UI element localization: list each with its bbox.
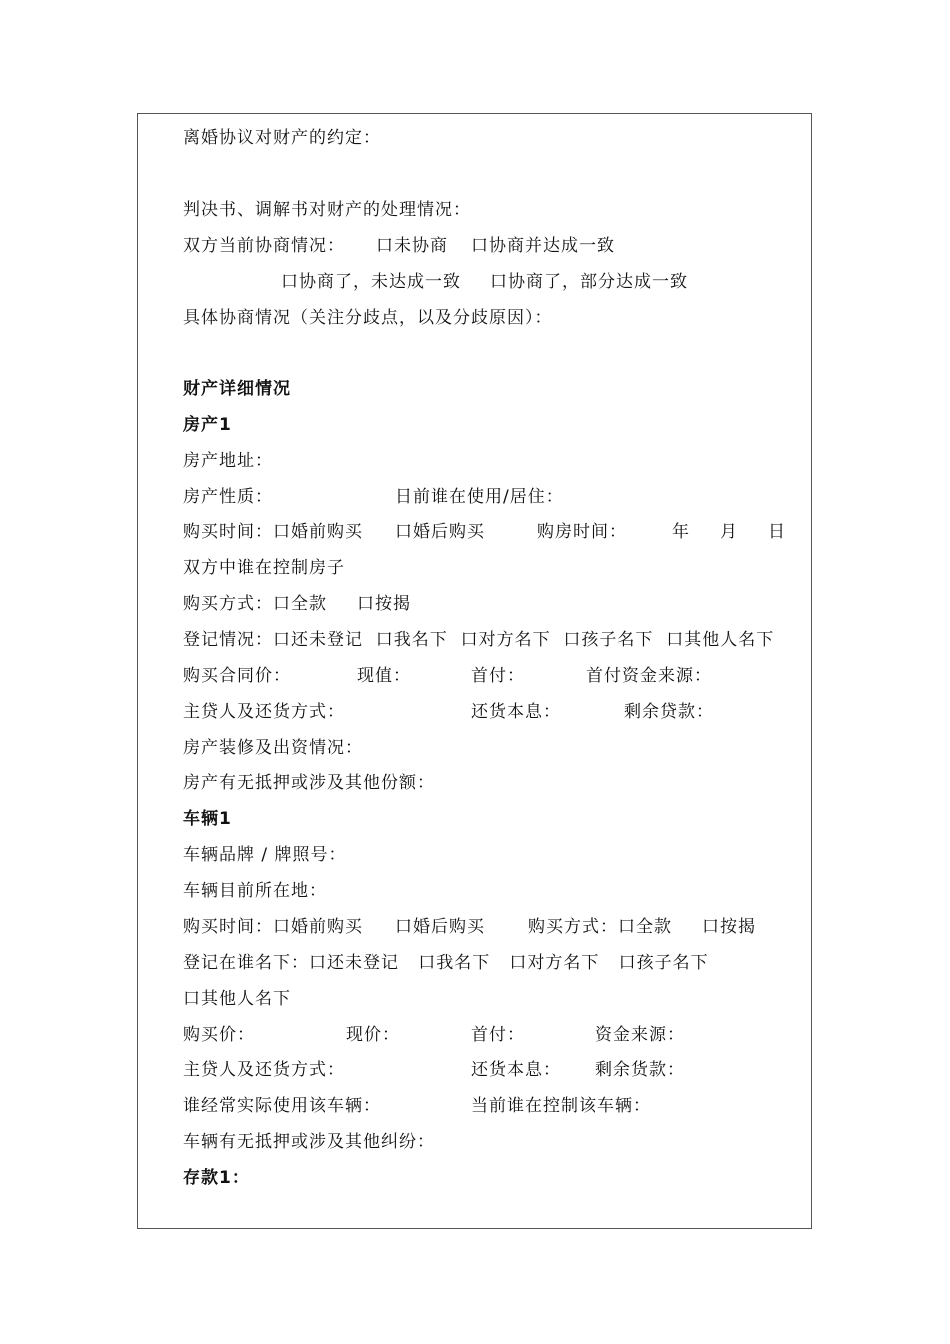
house-borrower-label: 主贷人及还货方式： (183, 702, 345, 722)
house-registration[interactable]: 登记情况：口还未登记 口我名下 口对方名下 口孩子名下 口其他人名下 (183, 630, 775, 650)
house-current-value-label: 现值： (357, 666, 411, 686)
house-down-source-label: 首付资金来源： (586, 666, 712, 686)
vehicle-location-label: 车辆目前所在地： (183, 881, 327, 901)
vehicle-fund-source-label: 资金来源： (595, 1025, 685, 1045)
checkbox-agreed[interactable]: 口协商并达成一致 (471, 236, 615, 256)
vehicle-title: 车辆1 (183, 809, 232, 829)
checkbox-not-negotiated[interactable]: 口未协商 (376, 236, 448, 256)
house-renovation-label: 房产装修及出资情况： (183, 738, 363, 758)
vehicle-controller-label: 当前谁在控制该车辆： (471, 1096, 651, 1116)
house-remaining-label: 剩余贷款： (624, 702, 714, 722)
house-address-label: 房产地址： (183, 451, 273, 471)
vehicle-after-marriage[interactable]: 口婚后购买 (395, 917, 485, 937)
vehicle-payment-full[interactable]: 购买方式：口全款 (528, 917, 672, 937)
house-contract-price-label: 购买合同价： (183, 666, 291, 686)
house-month: 月 (720, 522, 738, 542)
house-payment-mortgage[interactable]: 口按揭 (357, 594, 411, 614)
vehicle-registration-other[interactable]: 口其他人名下 (183, 989, 291, 1009)
vehicle-price-label: 购买价： (183, 1025, 255, 1045)
house-pledge-label: 房产有无抵押或涉及其他份额： (183, 773, 435, 793)
checkbox-partial-agreement[interactable]: 口协商了，部分达成一致 (490, 272, 688, 292)
vehicle-pledge-label: 车辆有无抵押或涉及其他纠纷： (183, 1132, 435, 1152)
vehicle-current-price-label: 现价： (346, 1025, 400, 1045)
deposit-title: 存款1： (183, 1168, 250, 1188)
vehicle-registration[interactable]: 登记在谁名下：口还未登记 口我名下 口对方名下 口孩子名下 (183, 953, 709, 973)
house-day: 日 (768, 522, 786, 542)
house-year: 年 (672, 522, 690, 542)
house-purchase-time[interactable]: 购买时间：口婚前购买 (183, 522, 363, 542)
negotiation-detail-label: 具体协商情况（关注分歧点，以及分歧原因）： (183, 308, 553, 328)
house-repaid-label: 还货本息： (471, 702, 561, 722)
house-after-marriage[interactable]: 口婚后购买 (395, 522, 485, 542)
house-nature-label: 房产性质： (183, 487, 273, 507)
vehicle-payment-mortgage[interactable]: 口按揭 (702, 917, 756, 937)
house-down-payment-label: 首付： (471, 666, 525, 686)
house-buy-date-label: 购房时间： (537, 522, 627, 542)
house-user-label: 日前谁在使用/居住： (395, 487, 564, 507)
vehicle-user-label: 谁经常实际使用该车辆： (183, 1096, 381, 1116)
vehicle-down-payment-label: 首付： (471, 1025, 525, 1045)
divorce-agreement-label: 离婚协议对财产的约定： (183, 128, 381, 148)
property-section-title: 财产详细情况 (183, 379, 291, 399)
negotiation-label: 双方当前协商情况： (183, 236, 345, 256)
vehicle-remaining-label: 剩余货款： (595, 1060, 685, 1080)
vehicle-borrower-label: 主贷人及还货方式： (183, 1060, 345, 1080)
checkbox-no-agreement[interactable]: 口协商了，未达成一致 (281, 272, 461, 292)
house-payment-full[interactable]: 购买方式：口全款 (183, 594, 327, 614)
vehicle-brand-label: 车辆品牌 / 牌照号： (183, 845, 347, 865)
house-title: 房产1 (183, 415, 232, 435)
vehicle-purchase-time[interactable]: 购买时间：口婚前购买 (183, 917, 363, 937)
vehicle-repaid-label: 还货本息： (471, 1060, 561, 1080)
house-control-label: 双方中谁在控制房子 (183, 558, 345, 578)
judgment-label: 判决书、调解书对财产的处理情况： (183, 200, 471, 220)
